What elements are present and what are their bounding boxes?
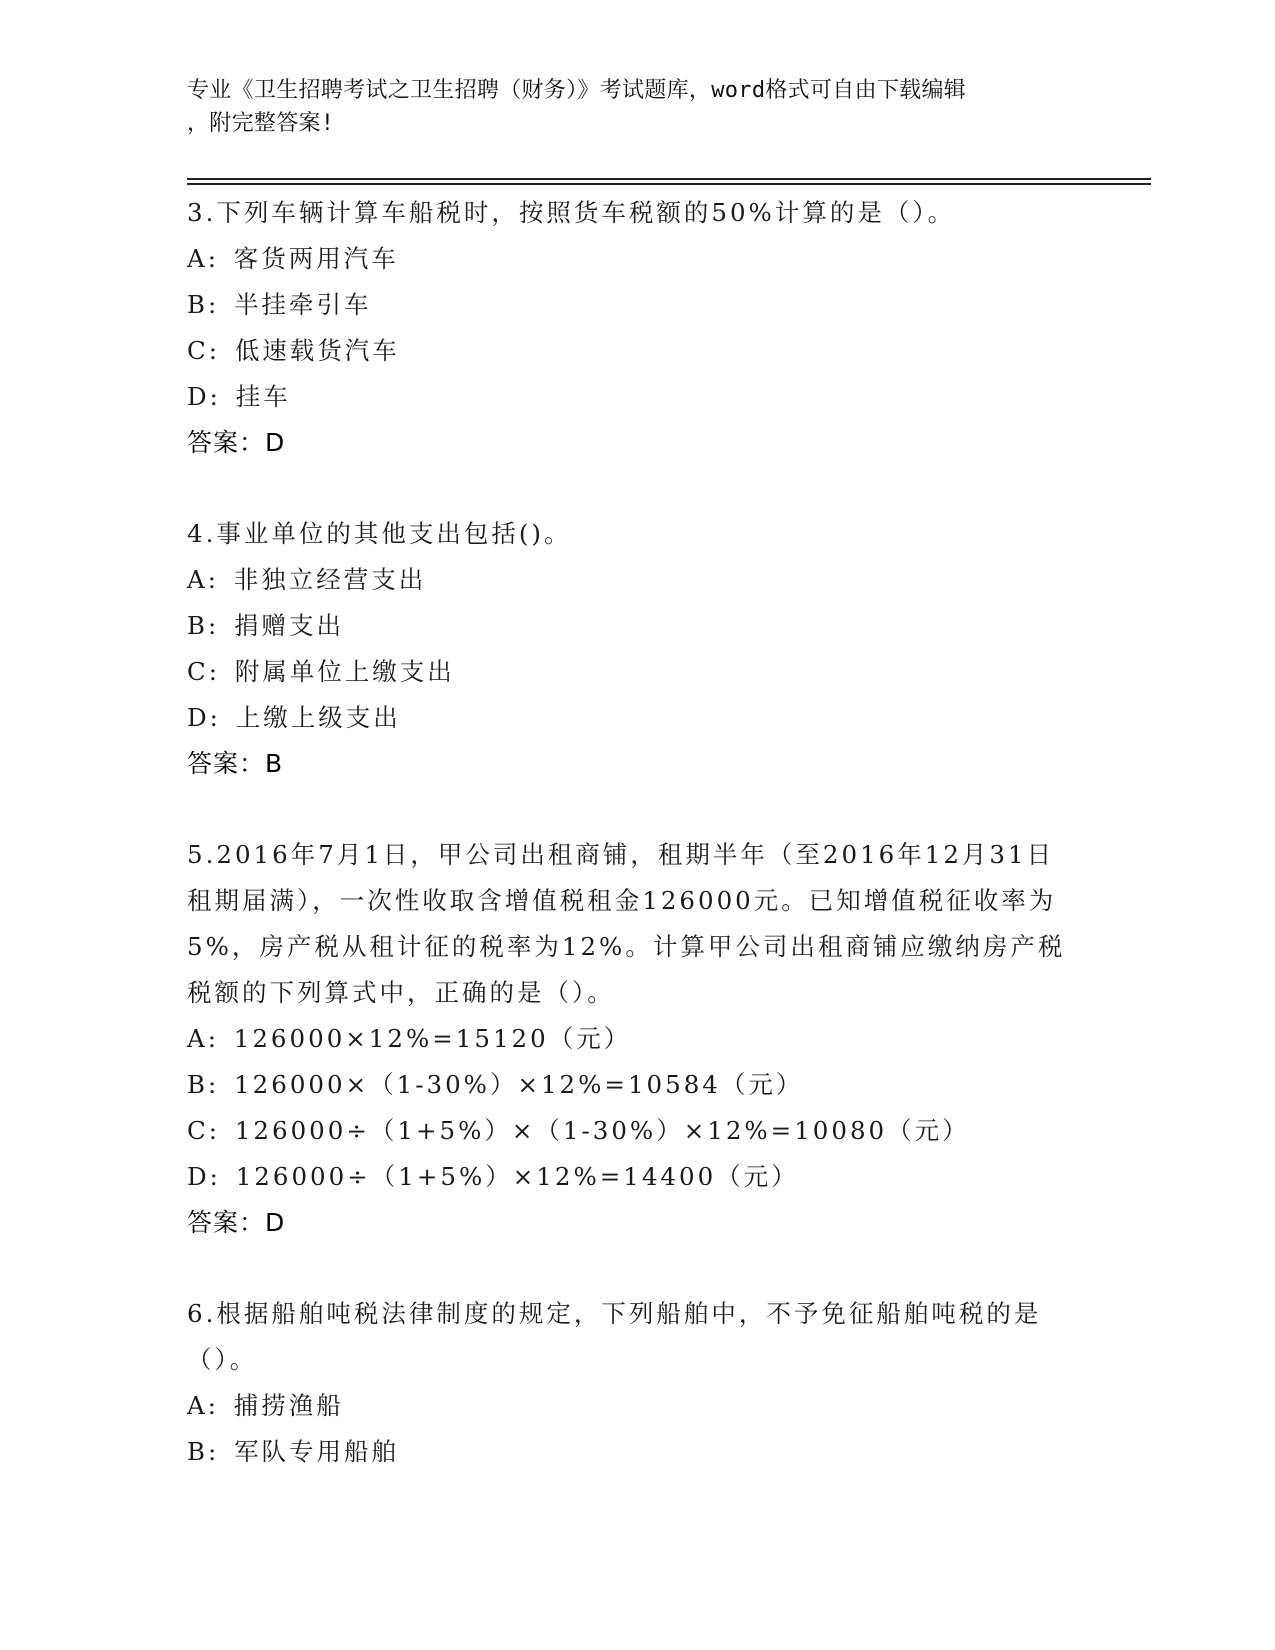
header-divider-top [187, 178, 1151, 180]
option-b [187, 603, 1077, 649]
option-text: 非独立经营支出 [233, 565, 427, 594]
option-text: 附属单位上缴支出 [234, 657, 455, 686]
question-4 [187, 511, 1077, 787]
option-text: 军队专用船舶 [234, 1437, 400, 1466]
option-text: 低速载货汽车 [234, 336, 400, 365]
option-key: C: [187, 336, 221, 365]
option-text: 126000÷（1+5%）×12%=14400（元） [235, 1162, 799, 1191]
option-text: 客货两用汽车 [233, 244, 399, 273]
option-c [187, 328, 1077, 374]
option-text: 挂车 [235, 382, 291, 411]
question-stem: 4.事业单位的其他支出包括()。 [187, 519, 572, 548]
header-divider-bottom [187, 183, 1151, 185]
question-stem: 3.下列车辆计算车船税时，按照货车税额的50%计算的是（）。 [187, 198, 956, 227]
option-text: 126000×（1-30%）×12%=10584（元） [234, 1070, 804, 1099]
option-key: D: [187, 1162, 221, 1191]
option-b [187, 1429, 1077, 1475]
option-text: 126000÷（1+5%）×（1-30%）×12%=10080（元） [234, 1116, 970, 1145]
option-key: B: [187, 290, 220, 319]
answer-label: 答案：B [187, 749, 284, 778]
answer-label: 答案：D [187, 1208, 286, 1237]
option-text: 半挂牵引车 [234, 290, 372, 319]
header-line-1: 专业《卫生招聘考试之卫生招聘（财务）》考试题库，word格式可自由下载编辑 [187, 78, 967, 103]
option-text: 捕捞渔船 [233, 1391, 344, 1420]
option-key: C: [187, 1116, 221, 1145]
question-3 [187, 190, 1077, 466]
option-c [187, 1108, 1077, 1154]
option-key: B: [187, 611, 220, 640]
option-key: A: [187, 565, 219, 594]
option-b [187, 282, 1077, 328]
option-d [187, 695, 1077, 741]
question-list [187, 190, 1077, 1520]
option-a [187, 1383, 1077, 1429]
option-key: D: [187, 382, 221, 411]
option-d [187, 1154, 1077, 1200]
option-key: A: [187, 1024, 219, 1053]
option-text: 上缴上级支出 [235, 703, 401, 732]
answer-label: 答案：D [187, 428, 286, 457]
header-line-2: ，附完整答案! [187, 111, 335, 136]
option-text: 捐赠支出 [234, 611, 345, 640]
option-c [187, 649, 1077, 695]
option-a [187, 236, 1077, 282]
option-key: A: [187, 244, 219, 273]
option-key: C: [187, 657, 221, 686]
option-b [187, 1062, 1077, 1108]
option-d [187, 374, 1077, 420]
option-a [187, 557, 1077, 603]
option-key: B: [187, 1437, 220, 1466]
option-key: D: [187, 703, 221, 732]
question-stem: 6.根据船舶吨税法律制度的规定，下列船舶中，不予免征船舶吨税的是（）。 [187, 1299, 1042, 1374]
question-6 [187, 1291, 1077, 1475]
option-key: A: [187, 1391, 219, 1420]
question-stem: 5.2016年7月1日，甲公司出租商铺，租期半年（至2016年12月31日租期届满），一次性收取含增值税租金126000元。已知增值税征收率为5%，房产税从租计征的税率为12%。计算甲公司出租商铺应缴纳房产税税额的下列算式中，正确的是（）。 [187, 840, 1066, 1007]
option-text: 126000×12%=15120（元） [233, 1024, 632, 1053]
question-5 [187, 832, 1077, 1246]
option-key: B: [187, 1070, 220, 1099]
option-a [187, 1016, 1077, 1062]
document-header [187, 74, 1067, 140]
